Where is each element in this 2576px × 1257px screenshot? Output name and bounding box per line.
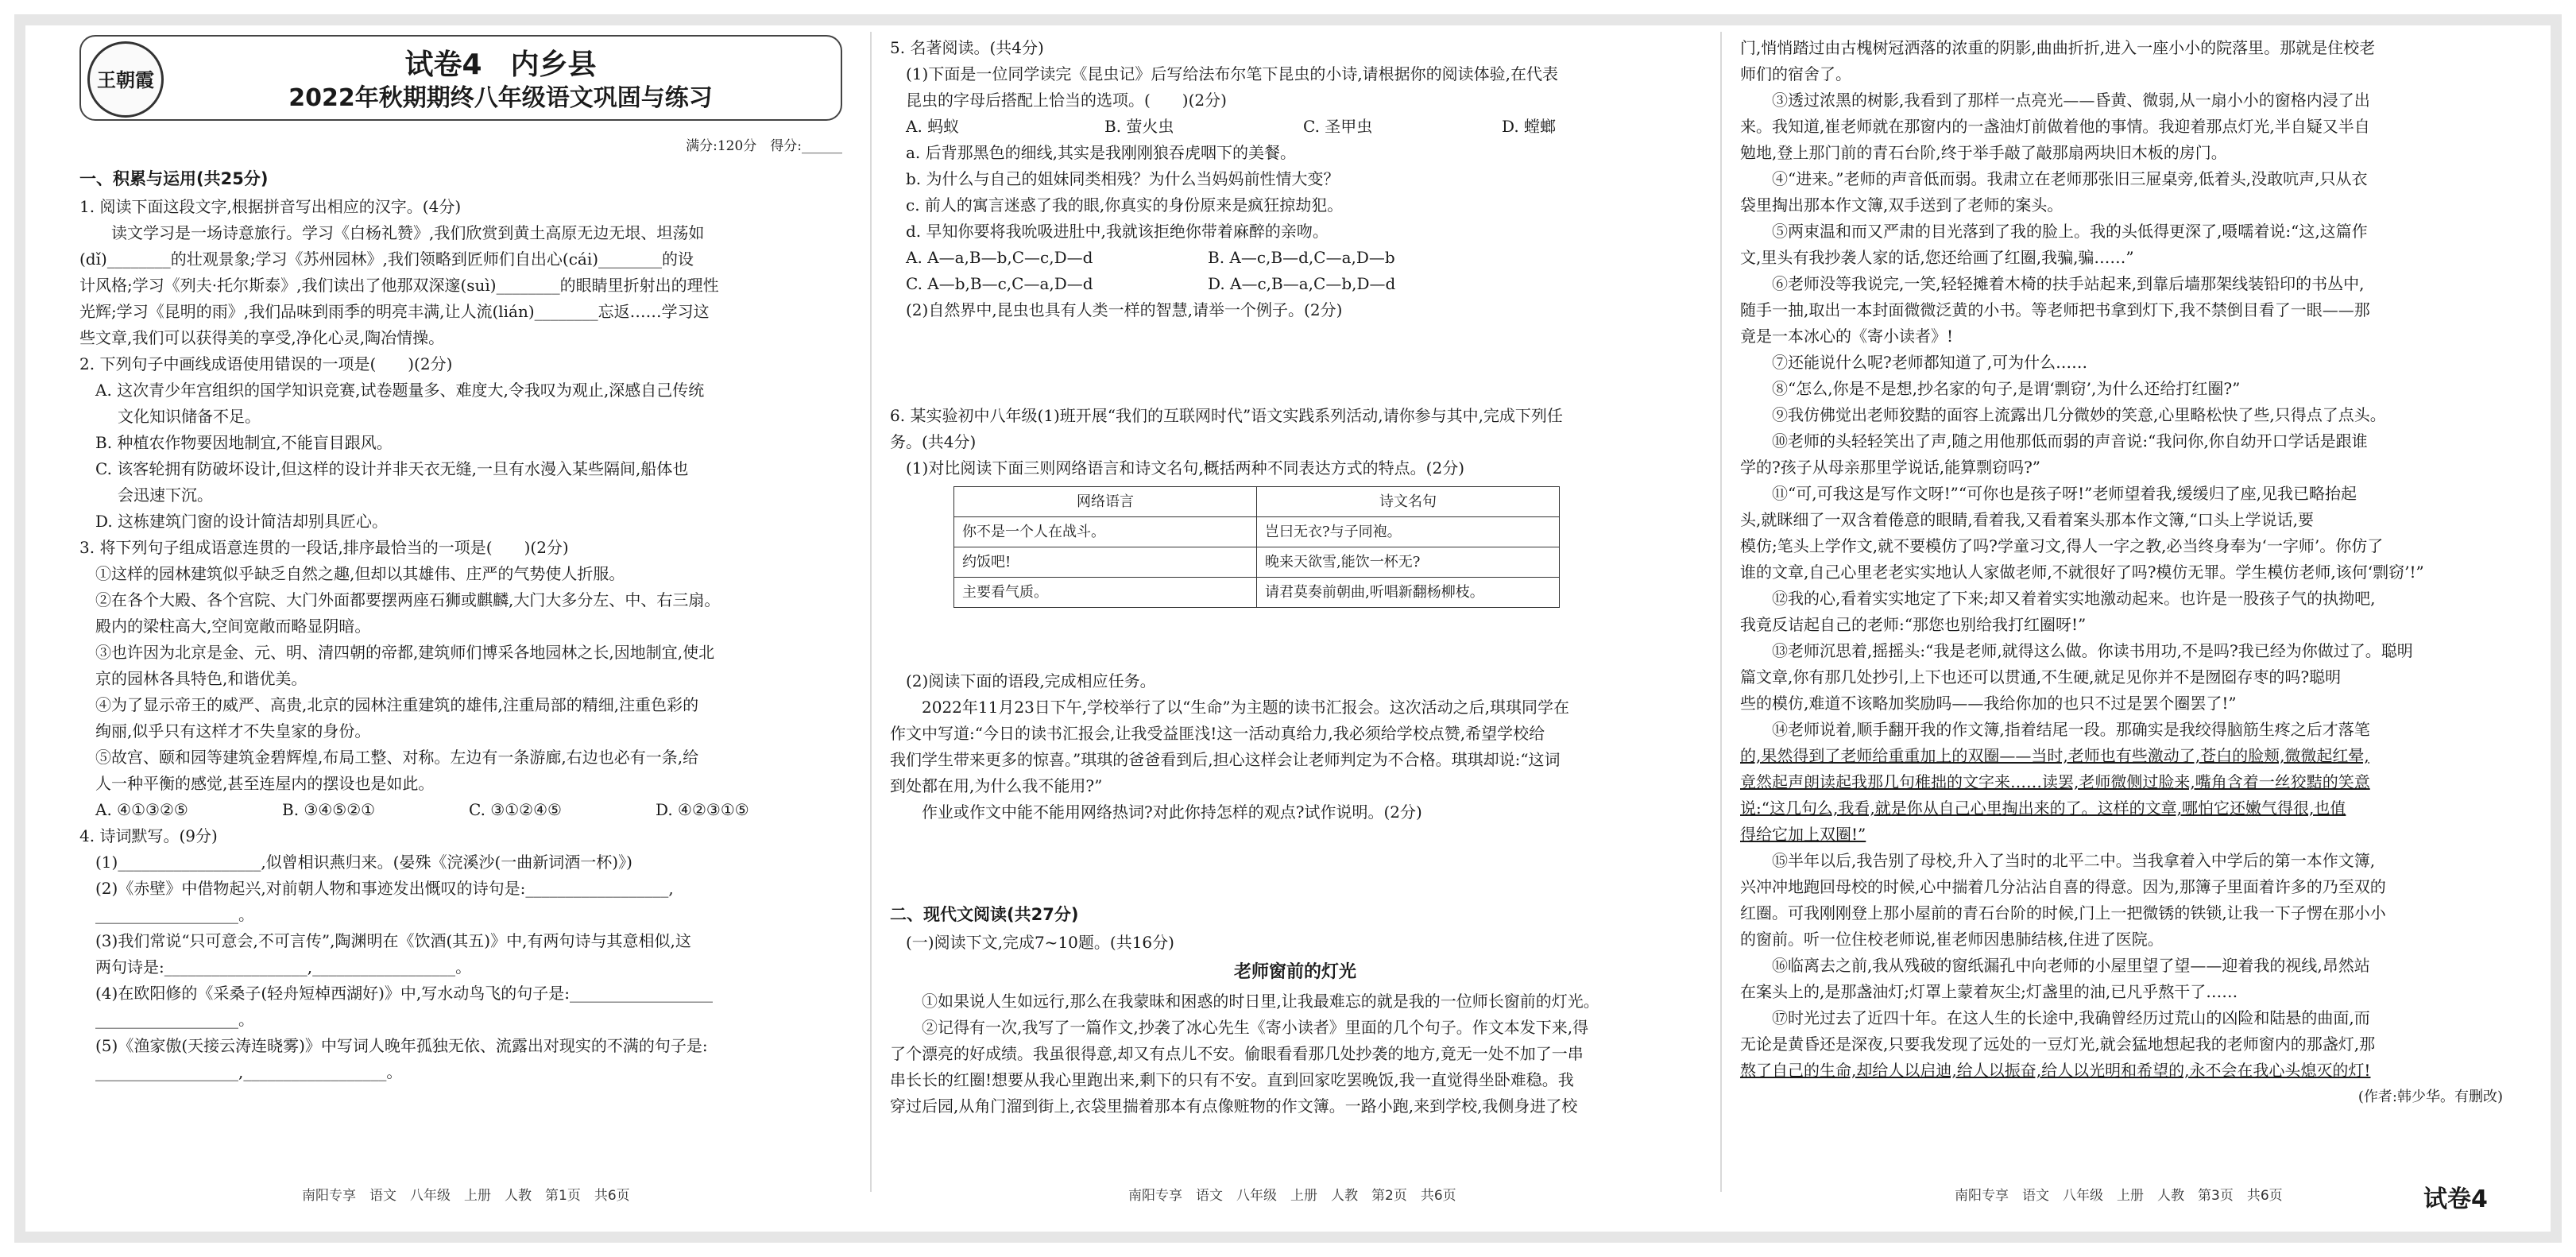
option: C. ③①②④⑤	[469, 800, 562, 819]
passage-text: 作业或作文中能不能用网络热词?对此你持怎样的观点?试作说明。(2分)	[922, 803, 1422, 822]
option-a: A. 这次青少年宫组织的国学知识竞赛,试卷题量多、难度大,令我叹为观止,深感自己传统	[95, 381, 705, 400]
question-text: 光辉;学习《昆明的雨》,我们品味到雨季的明亮丰满,让人流(lián)________忘返……学习这	[79, 302, 710, 321]
column-3	[1740, 35, 2503, 1184]
match-options	[890, 245, 1510, 297]
sentence-5-cont: 人一种平衡的感觉,甚至连屋内的摆设也是如此。	[95, 774, 435, 793]
publisher-logo: 王朝霞	[87, 41, 164, 118]
article-paragraph: ①如果说人生如远行,那么在我蒙昧和困惑的时日里,让我最难忘的就是我的一位师长窗前的灯光。	[922, 992, 1599, 1011]
question-5: 5. 名著阅读。(共4分)	[890, 38, 1044, 57]
article-paragraph: 的窗前。听一位住校老师说,崔老师因患肺结核,住进了医院。	[1740, 930, 2164, 949]
article-paragraph: 袋里掏出那本作文簿,双手送到了老师的案头。	[1740, 195, 2064, 215]
answer-options	[79, 797, 842, 823]
article-paragraph: 竟然起声朗读起我那几句稚拙的文字来……读罢,老师微侧过脸来,嘴角含着一丝狡黠的笑意	[1740, 772, 2370, 791]
poem-line-3-cont: 两句诗是:__________________,__________________。	[95, 957, 472, 977]
article-paragraph: 谁的文章,自己心里老老实实地认人家做老师,不就很好了吗?模仿无罪。学生模仿老师,该何‘剽窃’!”	[1740, 563, 2424, 582]
table-header: 网络语言	[954, 487, 1257, 517]
sentence-3: ③也许因为北京是金、元、明、清四朝的帝都,建筑师们博采各地园林之长,因地制宜,使北	[95, 643, 715, 662]
answer-space	[890, 826, 1700, 897]
question-text: (dǐ)________的壮观景象;学习《苏州园林》,我们领略到匠师们自出心(cái)________的设	[79, 249, 694, 269]
article-paragraph: 说:“这几句么,我看,就是你从自己心里掏出来的了。这样的文章,哪怕它还嫩气得很,也值	[1740, 799, 2346, 818]
poem-b: b. 为什么与自己的姐妹同类相残？为什么当妈妈前性情大变？	[906, 169, 1340, 188]
article-paragraph: ⑪“可,可我这是写作文呀!”“可你也是孩子呀!”老师望着我,缓缓归了座,见我已略抬起	[1772, 484, 2357, 503]
poem-a: a. 后背那黑色的细线,其实是我刚刚狼吞虎咽下的美餐。	[906, 143, 1296, 162]
article-title: 老师窗前的灯光	[1233, 962, 1356, 982]
exam-header	[79, 35, 842, 121]
poem-line-3: (3)我们常说“只可意会,不可言传”,陶渊明在《饮酒(其五)》中,有两句诗与其意相似,这	[95, 931, 691, 950]
exam-number-badge: 试卷4	[2423, 1185, 2488, 1213]
question-6: 6. 某实验初中八年级(1)班开展“我们的互联网时代”语文实践系列活动,请你参与其中,完成下列任	[890, 406, 1563, 425]
table-cell: 请君莫奏前朝曲,听唱新翻杨柳枝。	[1257, 578, 1560, 608]
passage-text: 到处都在用,为什么我不能用?”	[890, 776, 1103, 795]
score-line: 满分:120分 得分:______	[686, 138, 842, 154]
poem-line-2-cont: __________________。	[95, 905, 254, 924]
question-text: 昆虫的字母后搭配上恰当的选项。( )(2分)	[906, 91, 1227, 110]
article-paragraph: 穿过后园,从角门溜到街上,衣袋里揣着那本有点像赃物的作文簿。一路小跑,来到学校,我侧身进了校	[890, 1096, 1578, 1116]
article-paragraph: ⑭老师说着,顺手翻开我的作文簿,指着结尾一段。那确实是我绞得脑筋生疼之后才落笔	[1772, 720, 2370, 739]
option-b: B. 种植农作物要因地制宜,不能盲目跟风。	[95, 433, 393, 452]
poem-c: c. 前人的寓言迷惑了我的眼,你真实的身份原来是疯狂掠劫犯。	[906, 195, 1344, 215]
article-paragraph: 篇文章,你有那几处抄引,上下也还可以贯通,不生硬,就足见你并不是囫囵存枣的吗?聪明	[1740, 667, 2342, 687]
article-paragraph: ⑩老师的头轻轻笑出了声,随之用他那低而弱的声音说:“我问你,你自幼开口学话是跟谁	[1772, 431, 2368, 451]
article-paragraph: ⑧“怎么,你是不是想,抄名家的句子,是谓‘剽窃’,为什么还给打红圈?”	[1772, 379, 2241, 398]
article-paragraph: ③透过浓黑的树影,我看到了那样一点亮光——昏黄、微弱,从一扇小小的窗格内浸了出	[1772, 91, 2370, 110]
insect-options	[890, 114, 1700, 140]
article-author: (作者:韩少华。有删改)	[2357, 1089, 2503, 1105]
passage-text: 我们学生带来更多的惊喜。”琪琪的爸爸看到后,担心这样会让老师判定为不合格。琪琪却说:“这词	[890, 750, 1561, 769]
article-paragraph: 在案头上的,是那盏油灯;灯罩上蒙着灰尘;灯盏里的油,已凡乎熬干了……	[1740, 982, 2238, 1001]
poem-line-2: (2)《赤壁》中借物起兴,对前朝人物和事迹发出慨叹的诗句是:__________________,	[95, 879, 674, 898]
exam-title-sub: 2022年秋期期终八年级语文巩固与练习	[288, 84, 713, 112]
question-4: 4. 诗词默写。(9分)	[79, 826, 218, 845]
question-6-cont: 务。(共4分)	[890, 432, 977, 451]
question-1: 1. 阅读下面这段文字,根据拼音写出相应的汉字。(4分)	[79, 197, 462, 216]
sentence-2-cont: 殿内的梁柱高大,空间宽敞而略显阴暗。	[95, 617, 371, 636]
subsection-heading: (一)阅读下文,完成7~10题。(共16分)	[906, 933, 1174, 952]
sentence-4: ④为了显示帝王的威严、高贵,北京的园林注重建筑的雄伟,注重局部的精细,注重色彩的	[95, 695, 699, 714]
article-paragraph: ⑰时光过去了近四十年。在这人生的长途中,我确曾经历过荒山的凶险和陆悬的曲面,而	[1772, 1008, 2370, 1027]
poem-line-4-cont: __________________。	[95, 1010, 254, 1029]
section-heading: 二、现代文阅读(共27分)	[890, 905, 1079, 924]
article-paragraph: ⑥老师没等我说完,一笑,轻轻摊着木椅的扶手站起来,到靠后墙那架线装铅印的书丛中,	[1772, 274, 2365, 293]
exam-title	[168, 48, 833, 114]
article-paragraph: ⑫我的心,看着实实地定了下来;却又着着实实地激动起来。也许是一股孩子气的执拗吧,	[1772, 589, 2376, 608]
table-header: 诗文名句	[1257, 487, 1560, 517]
poem-d: d. 早知你要将我吮吸进肚中,我就该拒绝你带着麻醉的亲吻。	[906, 222, 1329, 241]
sentence-2: ②在各个大殿、各个宫院、大门外面都要摆两座石狮或麒麟,大门大多分左、中、右三扇。	[95, 590, 721, 609]
sentence-3-cont: 京的园林各具特色,和谐优美。	[95, 669, 307, 688]
poem-line-1: (1)__________________,似曾相识燕归来。(晏殊《浣溪沙(一曲新词酒一杯)》)	[95, 853, 632, 872]
exam-title-main: 试卷4 内乡县	[404, 48, 597, 81]
article-paragraph: ⑤两束温和而又严肃的目光落到了我的脸上。我的头低得更深了,嗫嚅着说:“这,这篇作	[1772, 222, 2368, 241]
article-paragraph: 文,里头有我抄袭人家的话,您还给画了红圈,我骗,骗……”	[1740, 248, 2134, 267]
page-footer: 南阳专享 语文 八年级 上册 人教 第3页 共6页	[1955, 1188, 2283, 1204]
article-paragraph: 勉地,登上那门前的青石台阶,终于举手敲了敲那扇两块旧木板的房门。	[1740, 143, 2227, 162]
option: A. ④①③②⑤	[95, 800, 188, 819]
table-row	[954, 578, 1560, 608]
column-1	[79, 35, 842, 1184]
option-d: D. 这栋建筑门窗的设计简洁却别具匠心。	[95, 512, 389, 531]
option: D. A—c,B—a,C—b,D—d	[1208, 274, 1396, 293]
page-footer: 南阳专享 语文 八年级 上册 人教 第1页 共6页	[302, 1188, 630, 1204]
article-paragraph: 模仿;笔头上学作文,就不要模仿了吗?学童习文,得人一字之教,必当终身奉为‘一字师’。你仿了	[1740, 536, 2384, 555]
table-cell: 约饭吧!	[954, 547, 1257, 578]
option: C. A—b,B—c,C—a,D—d	[906, 274, 1093, 293]
option: B. 萤火虫	[1104, 117, 1174, 136]
answer-space	[890, 613, 1700, 668]
option: D. 螳螂	[1502, 117, 1557, 136]
option: B. A—c,B—d,C—a,D—b	[1208, 248, 1395, 267]
article-paragraph: 师们的宿舍了。	[1740, 64, 1851, 83]
article-paragraph: ⑦还能说什么呢?老师都知道了,可为什么……	[1772, 353, 2088, 372]
article-paragraph: ④“进来。”老师的声音低而弱。我肃立在老师那张旧三屉桌旁,低着头,没敢吭声,只从衣	[1772, 169, 2368, 188]
passage-text: 2022年11月23日下午,学校举行了以“生命”为主题的读书汇报会。这次活动之后,琪琪同学在	[922, 698, 1569, 717]
article-paragraph: 竟是一本冰心的《寄小读者》!	[1740, 327, 1954, 346]
article-paragraph: ⑮半年以后,我告别了母校,升入了当时的北平二中。当我拿着入中学后的第一本作文簿,	[1772, 851, 2376, 870]
poem-line-5: (5)《渔家傲(天接云涛连晓雾)》中写词人晚年孤独无依、流露出对现实的不满的句子是:	[95, 1036, 708, 1055]
poem-line-5-cont: __________________,__________________。	[95, 1062, 403, 1081]
option: C. 圣甲虫	[1303, 117, 1373, 136]
article-paragraph: ⑬老师沉思着,摇摇头:“我是老师,就得这么做。你读书用功,不是吗?我已经为你做过了。聪明	[1772, 641, 2413, 660]
option: D. ④②③①⑤	[656, 800, 749, 819]
poem-line-4: (4)在欧阳修的《采桑子(轻舟短棹西湖好)》中,写水动鸟飞的句子是:__________________	[95, 984, 714, 1003]
table-cell: 岂曰无衣?与子同袍。	[1257, 517, 1560, 547]
question-text: 计风格;学习《列夫·托尔斯泰》,我们读出了他那双深邃(suì)________的眼睛里折射出的理性	[79, 276, 719, 295]
article-paragraph: 无论是黄昏还是深夜,只要我发现了远处的一豆灯光,就会猛地想起我的老师窗内的那盏灯,那	[1740, 1035, 2376, 1054]
question-text: (2)自然界中,昆虫也具有人类一样的智慧,请举一个例子。(2分)	[906, 300, 1343, 319]
option-c-cont: 会迅速下沉。	[118, 485, 213, 505]
column-divider	[1720, 32, 1722, 1192]
sentence-5: ⑤故宫、颐和园等建筑金碧辉煌,布局工整、对称。左边有一条游廊,右边也必有一条,给	[95, 748, 699, 767]
answer-space	[890, 323, 1700, 403]
article-paragraph: 了个漂亮的好成绩。我虽很得意,却又有点儿不安。偷眼看看那几处抄袭的地方,竟无一处不加了一串	[890, 1044, 1584, 1063]
article-paragraph: 兴冲冲地跑回母校的时候,心中揣着几分沾沾自喜的得意。因为,那簿子里面着许多的乃至双的	[1740, 877, 2386, 896]
question-2: 2. 下列句子中画线成语使用错误的一项是( )(2分)	[79, 354, 453, 373]
table-cell: 主要看气质。	[954, 578, 1257, 608]
table-row	[954, 517, 1560, 547]
passage-text: 作文中写道:“今日的读书汇报会,让我受益匪浅!这一活动真给力,我必须给学校点赞,希望学校给	[890, 724, 1545, 743]
article-paragraph: ⑨我仿佛觉出老师狡黠的面容上流露出几分微妙的笑意,心里略松快了些,只得点了点头。	[1772, 405, 2386, 424]
article-paragraph: 来。我知道,崔老师就在那窗内的一盏油灯前做着他的事情。我迎着那点灯光,半自疑又半自	[1740, 117, 2370, 136]
article-paragraph: 得给它加上双圈!”	[1740, 825, 1866, 844]
article-paragraph: ⑯临离去之前,我从残破的窗纸漏孔中向老师的小屋里望了望——迎着我的视线,昂然站	[1772, 956, 2370, 975]
question-text: 些文章,我们可以获得美的享受,净化心灵,陶冶情操。	[79, 328, 445, 347]
option: B. ③④⑤②①	[282, 800, 376, 819]
column-2	[890, 35, 1700, 1184]
article-paragraph: 我竟反诘起自己的老师:“那您也别给我打红圈呀!”	[1740, 615, 2087, 634]
section-heading: 一、积累与运用(共25分)	[79, 169, 269, 188]
option: A. A—a,B—b,C—c,D—d	[906, 248, 1093, 267]
question-text: (2)阅读下面的语段,完成相应任务。	[906, 671, 1156, 690]
article-paragraph: 随手一抽,取出一本封面微微泛黄的小书。等老师把书拿到灯下,我不禁倒目看了一眼——那	[1740, 300, 2370, 319]
language-table	[953, 486, 1560, 608]
article-paragraph: ②记得有一次,我写了一篇作文,抄袭了冰心先生《寄小读者》里面的几个句子。作文本发下来,得	[922, 1018, 1589, 1037]
table-cell: 你不是一个人在战斗。	[954, 517, 1257, 547]
article-paragraph: 头,就眯细了一双含着倦意的眼睛,看着我,又看着案头那本作文簿,“口头上学说话,要	[1740, 510, 2315, 529]
article-paragraph: 熬了自己的生命,却给人以启迪,给人以振奋,给人以光明和希望的,永不会在我心头熄灭的灯!	[1740, 1061, 2371, 1080]
question-text: 读文学习是一场诗意旅行。学习《白杨礼赞》,我们欣赏到黄土高原无边无垠、坦荡如	[111, 223, 705, 242]
question-text: (1)对比阅读下面三则网络语言和诗文名句,概括两种不同表达方式的特点。(2分)	[906, 458, 1465, 478]
page-footer: 南阳专享 语文 八年级 上册 人教 第2页 共6页	[1128, 1188, 1456, 1204]
question-3: 3. 将下列句子组成语意连贯的一段话,排序最恰当的一项是( )(2分)	[79, 538, 569, 557]
article-paragraph: 些的模仿,难道不该略加奖励吗——我给你加的也只不过是罢个圈罢了!”	[1740, 694, 2237, 713]
article-paragraph: 门,悄悄踏过由古槐树冠洒落的浓重的阴影,曲曲折折,进入一座小小的院落里。那就是住校老	[1740, 38, 2376, 57]
article-paragraph: 的,果然得到了老师给重重加上的双圈——当时,老师也有些激动了,苍白的脸颊,微微起红晕,	[1740, 746, 2369, 765]
sentence-1: ①这样的园林建筑似乎缺乏自然之趣,但却以其雄伟、庄严的气势使人折服。	[95, 564, 625, 583]
article-paragraph: 串长长的红圈!想要从我心里跑出来,剩下的只有不安。直到回家吃罢晚饭,我一直觉得坐卧难稳。我	[890, 1070, 1574, 1089]
table-row	[954, 547, 1560, 578]
sentence-4-cont: 绚丽,似乎只有这样才不失皇家的身份。	[95, 721, 371, 741]
question-text: (1)下面是一位同学读完《昆虫记》后写给法布尔笔下昆虫的小诗,请根据你的阅读体验,在代表	[906, 64, 1559, 83]
article-paragraph: 红圈。可我刚刚登上那小屋前的青石台阶的时候,门上一把微锈的铁锁,让我一下子愣在那小小	[1740, 903, 2386, 922]
article-paragraph: 学的?孩子从母亲那里学说话,能算剽窃吗?”	[1740, 458, 2041, 477]
option-c: C. 该客轮拥有防破坏设计,但这样的设计并非天衣无缝,一旦有水漫入某些隔间,船体也	[95, 459, 689, 478]
table-cell: 晚来天欲雪,能饮一杯无?	[1257, 547, 1560, 578]
column-divider	[870, 32, 872, 1192]
option: A. 蚂蚁	[906, 117, 960, 136]
option-a-cont: 文化知识储备不足。	[118, 407, 261, 426]
